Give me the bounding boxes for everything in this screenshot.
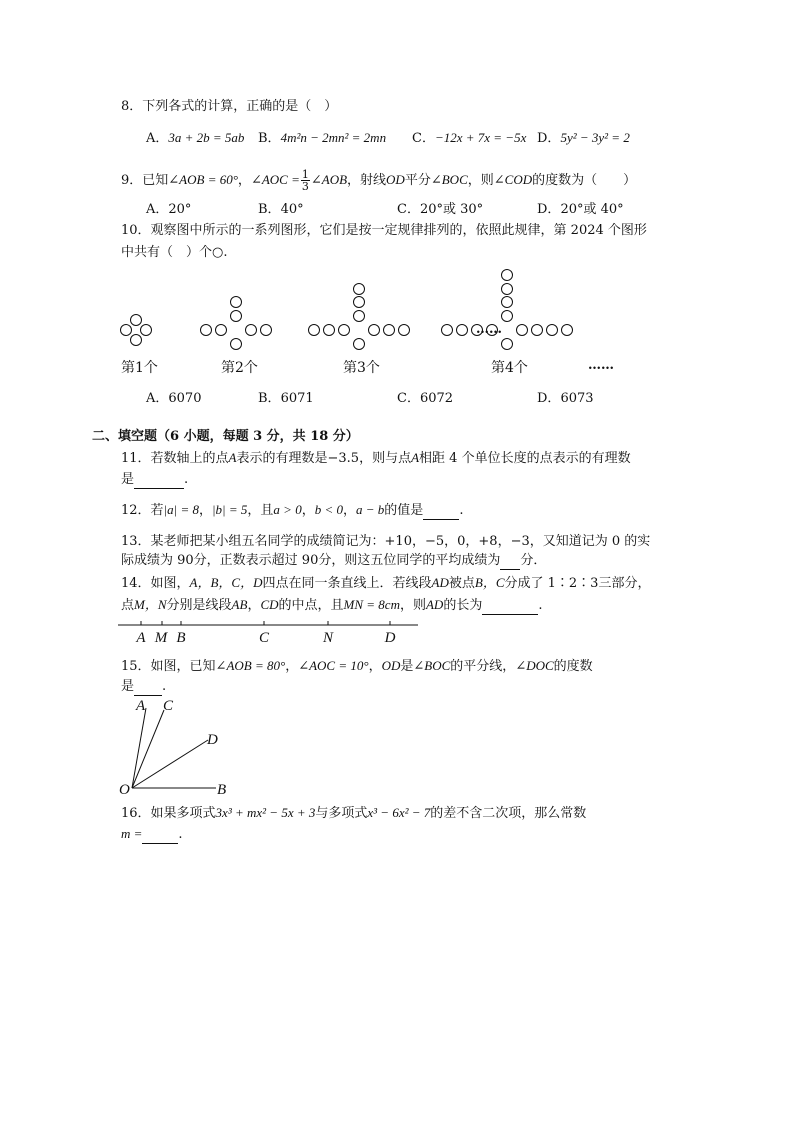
point-label-a: A bbox=[136, 630, 146, 646]
q10-option-b: B．6071 bbox=[258, 391, 314, 406]
q14-line-segment-diagram bbox=[116, 614, 422, 648]
point-label-b: B bbox=[176, 630, 186, 646]
q8-option-c: C．−12x + 7x = −5x bbox=[412, 130, 527, 146]
answer-blank bbox=[423, 503, 459, 520]
point-label-m: M bbox=[154, 630, 168, 646]
q11-line2: 是 . bbox=[121, 472, 189, 487]
angle-label-d: D bbox=[207, 732, 218, 748]
q8-option-a: A．3a + 2b = 5ab bbox=[146, 130, 245, 146]
q8-stem: 8．下列各式的计算，正确的是（ ） bbox=[121, 99, 338, 114]
figure-label-4: 第4个 bbox=[491, 360, 528, 376]
q10-option-a: A．6070 bbox=[146, 391, 202, 406]
q13-line2: 际成绩为 90分，正数表示超过 90分，则这五位同学的平均成绩为 分． bbox=[121, 553, 547, 568]
ray-oc bbox=[132, 710, 164, 788]
figure-label-3: 第3个 bbox=[343, 360, 380, 376]
angle-label-a: A bbox=[136, 698, 146, 714]
figure-3-circles bbox=[309, 284, 410, 350]
q8-option-d: D．5y² − 3y² = 2 bbox=[537, 130, 630, 146]
q10-line2: 中共有（ ）个○. bbox=[121, 245, 228, 260]
point-label-n: N bbox=[322, 630, 334, 646]
q9-option-d: D．20°或 40° bbox=[537, 202, 624, 217]
q10-figure-ellipsis: …… bbox=[476, 322, 502, 337]
q9-option-a: A．20° bbox=[146, 202, 192, 217]
q11-line1: 11．若数轴上的点A表示的有理数是−3.5，则与点A相距 4 个单位长度的点表示的有理数 bbox=[121, 450, 631, 466]
angle-label-b: B bbox=[217, 782, 227, 798]
ray-od bbox=[132, 740, 208, 788]
figure-4-circles bbox=[442, 270, 573, 350]
point-label-c: C bbox=[258, 630, 270, 646]
answer-blank bbox=[482, 598, 538, 615]
q10-line1: 10．观察图中所示的一系列图形，它们是按一定规律排列的，依照此规律，第 2024 个图形 bbox=[121, 223, 647, 238]
figure-label-ellipsis: …… bbox=[588, 358, 614, 373]
q16-line2: m = . bbox=[121, 826, 183, 842]
q16-line1: 16．如果多项式3x³ + mx² − 5x + 3与多项式x³ − 6x² − 7的差不含二次项，那么常数 bbox=[121, 805, 587, 821]
q9-option-b: B．40° bbox=[258, 202, 304, 217]
q10-option-d: D．6073 bbox=[537, 391, 594, 406]
one-third-fraction: $\frac{1}{3}$ bbox=[301, 168, 309, 193]
answer-blank bbox=[500, 553, 520, 570]
figure-2-circles bbox=[201, 297, 272, 350]
angle-label-o: O bbox=[119, 782, 130, 798]
figure-label-1: 第1个 bbox=[121, 360, 158, 376]
q10-option-c: C．6072 bbox=[397, 391, 454, 406]
q14-line1: 14．如图，A，B，C，D四点在同一条直线上．若线段AD被点B，C分成了 1∶2∶3三部分， bbox=[121, 575, 651, 591]
section-2-title: 二、填空题（6 小题，每题 3 分，共 18 分） bbox=[92, 429, 359, 444]
q9-stem: 9．已知∠AOB = 60°，∠AOC = $\frac{1}{3}$ ∠AOB，射线OD平分∠BOC，则∠COD的度数为（ ） bbox=[121, 168, 637, 193]
q13-line1: 13．某老师把某小组五名同学的成绩简记为：+10，−5，0，+8，−3，又知道记为 0 的实 bbox=[121, 534, 651, 549]
q12-stem: 12．若|a| = 8，|b| = 5，且a > 0，b < 0，a − b的值是 . bbox=[121, 502, 464, 518]
q9-option-c: C．20°或 30° bbox=[397, 202, 484, 217]
q14-line2: 点M，N分别是线段AB，CD的中点，且MN = 8cm，则AD的长为 . bbox=[121, 597, 543, 613]
angle-label-c: C bbox=[163, 698, 174, 714]
q8-option-b: B．4m²n − 2mn² = 2mn bbox=[258, 130, 387, 146]
q15-line1: 15．如图，已知∠AOB = 80°，∠AOC = 10°，OD是∠BOC的平分线，∠DOC的度数 bbox=[121, 658, 593, 674]
figure-label-2: 第2个 bbox=[221, 360, 258, 376]
answer-blank bbox=[134, 472, 184, 489]
q15-line2: 是 . bbox=[121, 679, 167, 694]
q15-angle-diagram bbox=[114, 694, 244, 800]
figure-1-circles bbox=[121, 315, 152, 346]
q10-circle-pattern-figure bbox=[110, 262, 650, 382]
answer-blank bbox=[142, 827, 178, 844]
ray-oa bbox=[132, 708, 146, 788]
point-label-d: D bbox=[384, 630, 396, 646]
